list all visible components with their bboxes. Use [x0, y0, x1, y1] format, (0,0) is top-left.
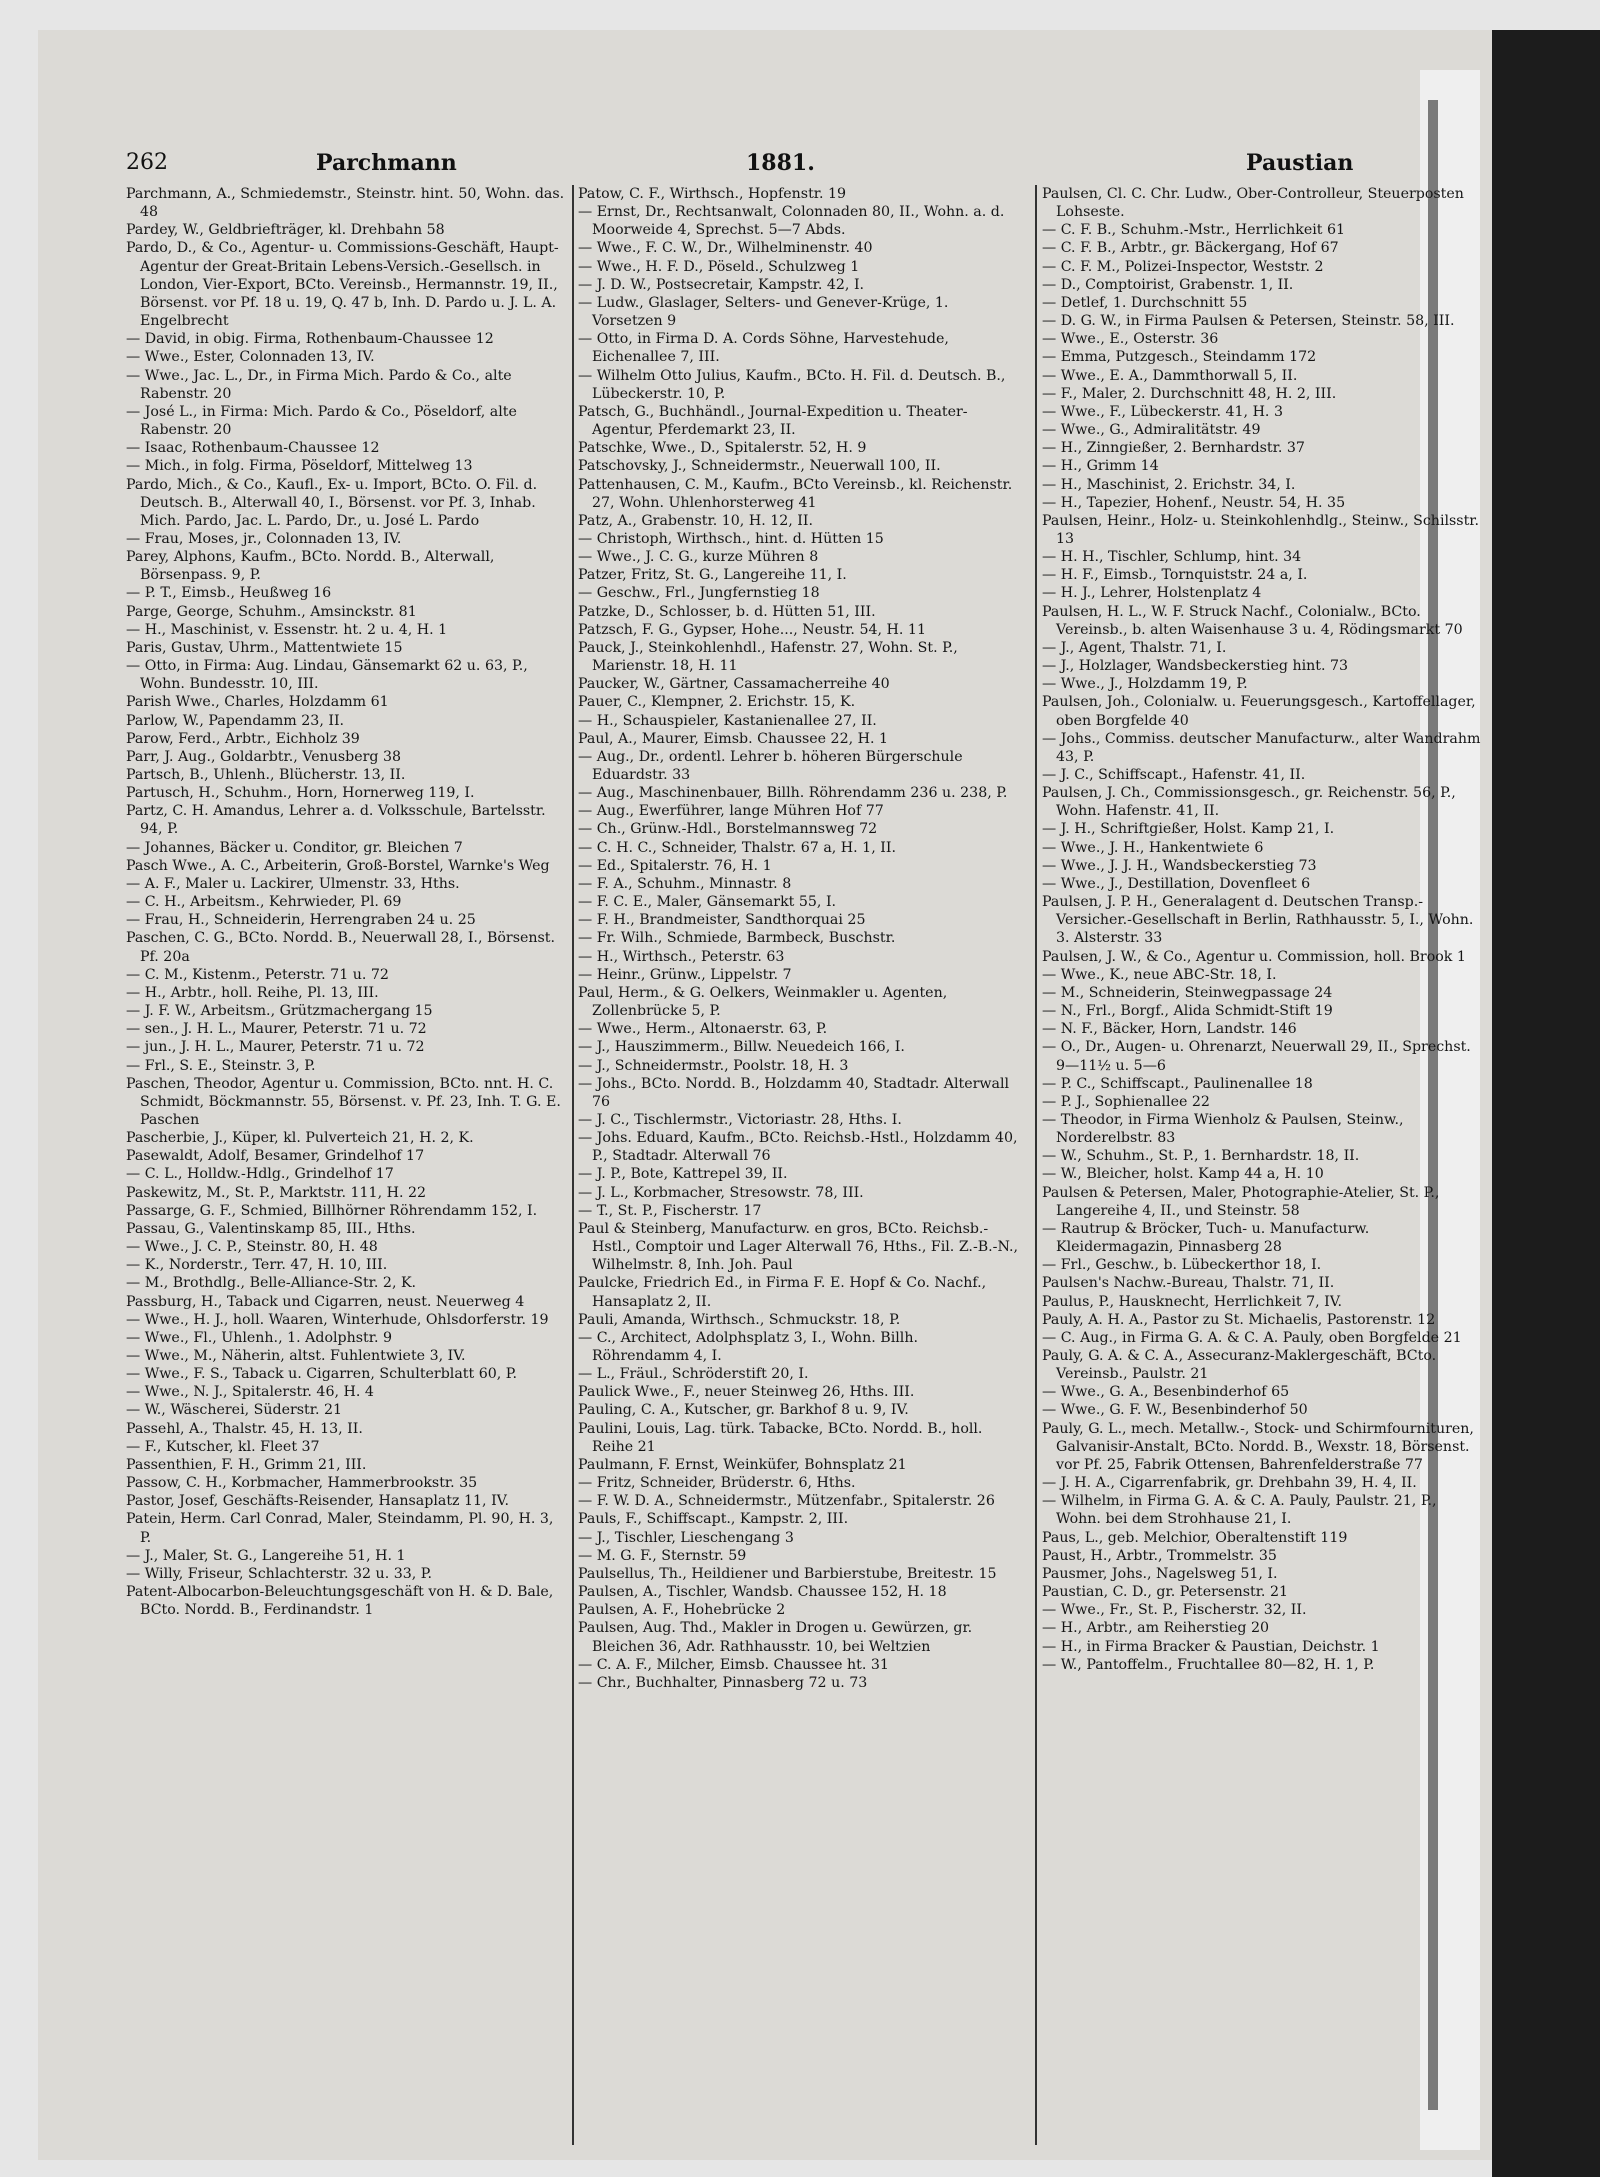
directory-entry: — F. C. E., Maler, Gänsemarkt 55, I.	[578, 894, 837, 911]
directory-entry: — M., Schneiderin, Steinwegpassage 24	[1042, 984, 1333, 1001]
directory-entry: Paul, A., Maurer, Eimsb. Chaussee 22, H. 1	[578, 730, 889, 747]
directory-entry: Patschovsky, J., Schneidermstr., Neuerwall 100, II.	[578, 458, 941, 475]
directory-entry: Paskewitz, M., St. P., Marktstr. 111, H. 22	[126, 1184, 427, 1201]
directory-entry: Passburg, H., Taback und Cigarren, neust. Neuerweg 4	[126, 1293, 525, 1310]
directory-entry: — Wilhelm, in Firma G. A. & C. A. Pauly, Paulstr. 21, P., Wohn. bei dem Strohhause 21, I.	[1042, 1493, 1437, 1528]
directory-entry: — C. F. M., Polizei-Inspector, Weststr. 2	[1042, 258, 1324, 275]
directory-entry: — J. P., Bote, Kattrepel 39, II.	[578, 1166, 788, 1183]
directory-entry: — Frau, H., Schneiderin, Herrengraben 24 u. 25	[126, 912, 476, 929]
directory-entry: — Fr. Wilh., Schmiede, Barmbeck, Buschstr.	[578, 930, 896, 947]
directory-column-2	[578, 185, 1018, 1692]
directory-entry: Pausmer, Johs., Nagelsweg 51, I.	[1042, 1565, 1278, 1582]
directory-entry: — P. C., Schiffscapt., Paulinenallee 18	[1042, 1075, 1313, 1092]
directory-entry: — C., Architect, Adolphsplatz 3, I., Wohn. Billh. Röhrendamm 4, I.	[578, 1329, 918, 1364]
directory-entry: — Isaac, Rothenbaum-Chaussee 12	[126, 440, 380, 457]
directory-entry: — Detlef, 1. Durchschnitt 55	[1042, 294, 1248, 311]
directory-entry: Pardo, Mich., & Co., Kaufl., Ex- u. Import, BCto. O. Fil. d. Deutsch. B., Alterwall 40, I., Börsenst. vor Pf. 3, Inhab. Mich. Pardo, Jac. L. Pardo, Dr., u. José L. Pardo	[126, 476, 538, 529]
directory-entry: — J. D. W., Postsecretair, Kampstr. 42, I.	[578, 276, 865, 293]
directory-entry: Patz, A., Grabenstr. 10, H. 12, II.	[578, 512, 814, 529]
directory-entry: — H., Zinngießer, 2. Bernhardstr. 37	[1042, 440, 1305, 457]
directory-entry: — J. H. A., Cigarrenfabrik, gr. Drehbahn 39, H. 4, II.	[1042, 1475, 1417, 1492]
directory-entry: Paulsellus, Th., Heildiener und Barbierstube, Breitestr. 15	[578, 1565, 997, 1582]
directory-entry: Parish Wwe., Charles, Holzdamm 61	[126, 694, 389, 711]
directory-entry: — Frau, Moses, jr., Colonnaden 13, IV.	[126, 530, 402, 547]
directory-entry: Pascherbie, J., Küper, kl. Pulverteich 21, H. 2, K.	[126, 1130, 474, 1147]
directory-entry: — W., Schuhm., St. P., 1. Bernhardstr. 18, II.	[1042, 1148, 1360, 1165]
directory-entry: Parey, Alphons, Kaufm., BCto. Nordd. B., Alterwall, Börsenpass. 9, P.	[126, 549, 495, 584]
directory-entry: — C. F. B., Schuhm.-Mstr., Herrlichkeit 61	[1042, 222, 1346, 239]
directory-entry: Pauck, J., Steinkohlenhdl., Hafenstr. 27, Wohn. St. P., Marienstr. 18, H. 11	[578, 639, 958, 675]
directory-entry: — C. M., Kistenm., Peterstr. 71 u. 72	[126, 966, 389, 983]
directory-entry: — Otto, in Firma D. A. Cords Söhne, Harvestehude, Eichenallee 7, III.	[578, 331, 949, 366]
directory-entry: Paucker, W., Gärtner, Cassamacherreihe 40	[578, 676, 890, 693]
directory-entry: Partz, C. H. Amandus, Lehrer a. d. Volksschule, Bartelsstr. 94, P.	[126, 803, 546, 838]
directory-entry: — Aug., Ewerführer, lange Mühren Hof 77	[578, 803, 884, 820]
directory-entry: — Frl., Geschw., b. Lübeckerthor 18, I.	[1042, 1257, 1322, 1274]
directory-entry: — H., Tapezier, Hohenf., Neustr. 54, H. 35	[1042, 494, 1346, 511]
directory-entry: Partsch, B., Uhlenh., Blücherstr. 13, II.	[126, 767, 406, 783]
directory-entry: — W., Wäscherei, Süderstr. 21	[126, 1402, 343, 1419]
directory-entry: — jun., J. H. L., Maurer, Peterstr. 71 u. 72	[126, 1039, 425, 1056]
directory-entry: Paust, H., Arbtr., Trommelstr. 35	[1042, 1547, 1277, 1564]
directory-entry: — H., Wirthsch., Peterstr. 63	[578, 948, 785, 965]
directory-entry: — Ch., Grünw.-Hdl., Borstelmannsweg 72	[578, 821, 878, 838]
directory-entry: — H., Arbtr., holl. Reihe, Pl. 13, III.	[126, 984, 379, 1001]
directory-entry: — J., Hauszimmerm., Billw. Neuedeich 166, I.	[578, 1039, 905, 1056]
directory-entry: — sen., J. H. L., Maurer, Peterstr. 71 u. 72	[126, 1021, 427, 1038]
directory-entry: — J., Schneidermstr., Poolstr. 18, H. 3	[578, 1057, 849, 1074]
directory-entry: Passow, C. H., Korbmacher, Hammerbrookstr. 35	[126, 1475, 478, 1492]
directory-entry: — A. F., Maler u. Lackirer, Ulmenstr. 33, Hths.	[126, 875, 460, 892]
directory-entry: — Wwe., J. C. P., Steinstr. 80, H. 48	[126, 1239, 378, 1256]
directory-entry: — H. H., Tischler, Schlump, hint. 34	[1042, 549, 1302, 566]
directory-entry: Pasch Wwe., A. C., Arbeiterin, Groß-Borstel, Warnke's Weg	[126, 857, 550, 874]
directory-entry: Paulsen, Joh., Colonialw. u. Feuerungsgesch., Kartoffellager, oben Borgfelde 40	[1042, 694, 1476, 729]
directory-entry: — Willy, Friseur, Schlachterstr. 32 u. 33, P.	[126, 1565, 432, 1582]
directory-entry: Parlow, W., Papendamm 23, II.	[126, 712, 345, 729]
directory-entry: — Wwe., J. C. G., kurze Mühren 8	[578, 549, 819, 566]
directory-entry: Paschen, Theodor, Agentur u. Commission, BCto. nnt. H. C. Schmidt, Böckmannstr. 55, Börsenst. v. Pf. 23, Inh. T. G. E. Paschen	[126, 1075, 561, 1128]
directory-entry: Paulsen & Petersen, Maler, Photographie-Atelier, St. P., Langereihe 4, II., und Steinstr. 58	[1042, 1184, 1440, 1219]
directory-entry: — J. H., Schriftgießer, Holst. Kamp 21, I.	[1042, 821, 1335, 838]
directory-entry: — Ed., Spitalerstr. 76, H. 1	[578, 857, 772, 874]
directory-entry: — F., Maler, 2. Durchschnitt 48, H. 2, III.	[1042, 385, 1337, 402]
directory-entry: — Christoph, Wirthsch., hint. d. Hütten 15	[578, 530, 884, 547]
directory-entry: — N. F., Bäcker, Horn, Landstr. 146	[1042, 1021, 1297, 1038]
directory-entry: Paulmann, F. Ernst, Weinküfer, Bohnsplatz 21	[578, 1456, 907, 1473]
directory-entry: — Wwe., M., Näherin, altst. Fuhlentwiete 3, IV.	[126, 1348, 466, 1364]
directory-entry: Passehl, A., Thalstr. 45, H. 13, II.	[126, 1420, 363, 1437]
directory-entry: — Wwe., H. J., holl. Waaren, Winterhude, Ohlsdorferstr. 19	[126, 1311, 549, 1328]
directory-entry: — C. H., Arbeitsm., Kehrwieder, Pl. 69	[126, 894, 402, 911]
directory-entry: — Wilhelm Otto Julius, Kaufm., BCto. H. Fil. d. Deutsch. B., Lübeckerstr. 10, P.	[578, 367, 1006, 402]
directory-entry: — José L., in Firma: Mich. Pardo & Co., Pöseldorf, alte Rabenstr. 20	[126, 403, 517, 439]
directory-entry: — Wwe., Jac. L., Dr., in Firma Mich. Pardo & Co., alte Rabenstr. 20	[126, 367, 512, 402]
directory-entry: — H., in Firma Bracker & Paustian, Deichstr. 1	[1042, 1638, 1380, 1655]
directory-entry: Pattenhausen, C. M., Kaufm., BCto Vereinsb., kl. Reichenstr. 27, Wohn. Uhlenhorsterweg 41	[578, 476, 1013, 511]
directory-entry: Paulus, P., Hausknecht, Herrlichkeit 7, IV.	[1042, 1293, 1343, 1310]
directory-entry: — J. F. W., Arbeitsm., Grützmachergang 15	[126, 1003, 433, 1020]
directory-entry: — Ludw., Glaslager, Selters- und Genever-Krüge, 1. Vorsetzen 9	[578, 294, 949, 330]
directory-entry: Patein, Herm. Carl Conrad, Maler, Steindamm, Pl. 90, H. 3, P.	[126, 1511, 554, 1546]
directory-entry: Parchmann, A., Schmiedemstr., Steinstr. hint. 50, Wohn. das. 48	[126, 186, 565, 221]
directory-entry: — Wwe., J. H., Hankentwiete 6	[1042, 839, 1264, 856]
directory-entry: — D., Comptoirist, Grabenstr. 1, II.	[1042, 276, 1294, 293]
directory-entry: Pauly, A. H. A., Pastor zu St. Michaelis, Pastorenstr. 12	[1042, 1311, 1436, 1328]
directory-entry: — F. A., Schuhm., Minnastr. 8	[578, 875, 792, 892]
directory-entry: Paul, Herm., & G. Oelkers, Weinmakler u. Agenten, Zollenbrücke 5, P.	[578, 984, 948, 1020]
page-number: 262	[126, 150, 168, 175]
directory-entry: — Rautrup & Bröcker, Tuch- u. Manufacturw. Kleidermagazin, Pinnasberg 28	[1042, 1220, 1370, 1256]
directory-entry: Paris, Gustav, Uhrm., Mattentwiete 15	[126, 639, 403, 656]
directory-entry: — C. L., Holldw.-Hdlg., Grindelhof 17	[126, 1166, 394, 1183]
directory-entry: — David, in obig. Firma, Rothenbaum-Chaussee 12	[126, 331, 494, 348]
directory-entry: — H. J., Lehrer, Holstenplatz 4	[1042, 585, 1262, 602]
directory-entry: Pauls, F., Schiffscapt., Kampstr. 2, III.	[578, 1511, 849, 1528]
directory-entry: — J., Holzlager, Wandsbeckerstieg hint. 73	[1042, 658, 1349, 675]
directory-entry: Parow, Ferd., Arbtr., Eichholz 39	[126, 730, 360, 747]
page-header	[126, 150, 1476, 180]
directory-entry: Pasewaldt, Adolf, Besamer, Grindelhof 17	[126, 1148, 425, 1165]
directory-entry: — C. H. C., Schneider, Thalstr. 67 a, H. 1, II.	[578, 839, 896, 856]
directory-entry: — J. L., Korbmacher, Stresowstr. 78, III.	[578, 1184, 864, 1201]
directory-entry: — J., Maler, St. G., Langereihe 51, H. 1	[126, 1547, 406, 1564]
directory-entry: — W., Bleicher, holst. Kamp 44 a, H. 10	[1042, 1166, 1324, 1183]
directory-entry: — Wwe., H. F. D., Pöseld., Schulzweg 1	[578, 258, 860, 275]
directory-entry: — C. F. B., Arbtr., gr. Bäckergang, Hof 67	[1042, 240, 1339, 257]
directory-entry: Pardey, W., Geldbriefträger, kl. Drehbahn 58	[126, 222, 445, 239]
directory-entry: — Wwe., G. F. W., Besenbinderhof 50	[1042, 1402, 1308, 1419]
directory-entry: — J. C., Tischlermstr., Victoriastr. 28, Hths. I.	[578, 1111, 902, 1128]
directory-entry: Paulsen, J. Ch., Commissionsgesch., gr. Reichenstr. 56, P., Wohn. Hafenstr. 41, II.	[1042, 785, 1456, 820]
directory-entry: — H., Grimm 14	[1042, 458, 1159, 475]
directory-entry: Patent-Albocarbon-Beleuchtungsgeschäft von H. & D. Bale, BCto. Nordd. B., Ferdinandstr. 1	[126, 1584, 554, 1619]
directory-entry: Passarge, G. F., Schmied, Billhörner Röhrendamm 152, I.	[126, 1202, 538, 1219]
directory-entry: — Fritz, Schneider, Brüderstr. 6, Hths.	[578, 1475, 856, 1492]
directory-entry: Paulcke, Friedrich Ed., in Firma F. E. Hopf & Co. Nachf., Hansaplatz 2, II.	[578, 1275, 987, 1310]
directory-entry: — Aug., Maschinenbauer, Billh. Röhrendamm 236 u. 238, P.	[578, 785, 1008, 802]
directory-entry: Patzsch, F. G., Gypser, Hohe..., Neustr. 54, H. 11	[578, 621, 926, 638]
directory-entry: — M., Brothdlg., Belle-Alliance-Str. 2, K.	[126, 1275, 417, 1292]
column-divider	[1035, 185, 1037, 2145]
directory-entry: — J., Tischler, Lieschengang 3	[578, 1529, 794, 1546]
directory-entry: — O., Dr., Augen- u. Ohrenarzt, Neuerwall 29, II., Sprechst. 9—11½ u. 5—6	[1042, 1039, 1471, 1074]
directory-entry: Patschke, Wwe., D., Spitalerstr. 52, H. 9	[578, 440, 867, 457]
directory-entry: — Wwe., Ester, Colonnaden 13, IV.	[126, 349, 375, 366]
directory-entry: — M. G. F., Sternstr. 59	[578, 1547, 747, 1564]
directory-entry: Paus, L., geb. Melchior, Oberaltenstift 119	[1042, 1529, 1348, 1546]
directory-entry: — Johs., BCto. Nordd. B., Holzdamm 40, Stadtadr. Alterwall 76	[578, 1075, 1010, 1110]
directory-entry: — Wwe., K., neue ABC-Str. 18, I.	[1042, 966, 1277, 983]
directory-entry: Paustian, C. D., gr. Petersenstr. 21	[1042, 1584, 1289, 1601]
directory-entry: Partusch, H., Schuhm., Horn, Hornerweg 119, I.	[126, 785, 475, 802]
right-keyword: Paustian	[1246, 150, 1354, 176]
directory-entry: — Wwe., Fr., St. P., Fischerstr. 32, II.	[1042, 1602, 1307, 1619]
directory-entry: — J., Agent, Thalstr. 71, I.	[1042, 639, 1227, 656]
directory-entry: — D. G. W., in Firma Paulsen & Petersen, Steinstr. 58, III.	[1042, 313, 1455, 330]
directory-entry: — P. J., Sophienallee 22	[1042, 1093, 1210, 1110]
directory-entry: Patzer, Fritz, St. G., Langereihe 11, I.	[578, 567, 847, 584]
directory-entry: — F. W. D. A., Schneidermstr., Mützenfabr., Spitalerstr. 26	[578, 1493, 995, 1510]
directory-entry: — N., Frl., Borgf., Alida Schmidt-Stift 19	[1042, 1003, 1333, 1020]
directory-entry: — C. A. F., Milcher, Eimsb. Chaussee ht. 31	[578, 1656, 889, 1673]
directory-entry: — H., Maschinist, 2. Erichstr. 34, I.	[1042, 476, 1296, 493]
directory-entry: Paulini, Louis, Lag. türk. Tabacke, BCto. Nordd. B., holl. Reihe 21	[578, 1420, 983, 1455]
directory-entry: — Wwe., F., Lübeckerstr. 41, H. 3	[1042, 403, 1283, 420]
directory-column-3	[1042, 185, 1482, 1674]
directory-entry: Passenthien, F. H., Grimm 21, III.	[126, 1456, 367, 1473]
directory-entry: — Theodor, in Firma Wienholz & Paulsen, Steinw., Norderelbstr. 83	[1042, 1111, 1404, 1147]
directory-entry: — J. C., Schiffscapt., Hafenstr. 41, II.	[1042, 767, 1306, 783]
directory-entry: — C. Aug., in Firma G. A. & C. A. Pauly, oben Borgfelde 21	[1042, 1329, 1462, 1346]
directory-entry: Parr, J. Aug., Goldarbtr., Venusberg 38	[126, 748, 402, 765]
directory-entry: Parge, George, Schuhm., Amsinckstr. 81	[126, 603, 417, 620]
directory-entry: Paulsen, Aug. Thd., Makler in Drogen u. Gewürzen, gr. Bleichen 36, Adr. Rathhausstr. 10, bei Weltzien	[578, 1620, 973, 1655]
directory-entry: Pauly, G. L., mech. Metallw.-, Stock- und Schirmfournituren, Galvanisir-Anstalt, BCto. Nordd. B., Wexstr. 18, Börsenst. vor Pf. 25, Fabrik Ottensen, Bahrenfelderstraße 77	[1042, 1420, 1474, 1473]
directory-entry: — Otto, in Firma: Aug. Lindau, Gänsemarkt 62 u. 63, P., Wohn. Bundesstr. 10, III.	[126, 658, 528, 693]
directory-entry: — Johs. Eduard, Kaufm., BCto. Reichsb.-Hstl., Holzdamm 40, P., Stadtadr. Alterwall 76	[578, 1130, 1018, 1165]
directory-entry: — Mich., in folg. Firma, Pöseldorf, Mittelweg 13	[126, 458, 473, 475]
directory-entry: Paulsen, A. F., Hohebrücke 2	[578, 1602, 786, 1619]
directory-entry: — K., Norderstr., Terr. 47, H. 10, III.	[126, 1257, 388, 1274]
directory-entry: Pardo, D., & Co., Agentur- u. Commissions-Geschäft, Haupt-Agentur der Great-Britain Lebens-Versich.-Gesellsch. in London, Vier-Export, BCto. Vereinsb., Hermannstr. 19, II., Börsenst. vor Pf. 18 u. 19, Q. 47 b, Inh. D. Pardo u. J. L. A. Engelbrecht	[126, 240, 559, 330]
directory-entry: Paulsen, J. P. H., Generalagent d. Deutschen Transp.-Versicher.-Gesellschaft in Berlin, Rathhausstr. 5, I., Wohn. 3. Alsterstr. 33	[1042, 894, 1474, 947]
directory-entry: Patsch, G., Buchhändl., Journal-Expedition u. Theater-Agentur, Pferdemarkt 23, II.	[578, 403, 968, 439]
directory-entry: — H., Schauspieler, Kastanienallee 27, II.	[578, 712, 877, 729]
directory-entry: — Wwe., F. C. W., Dr., Wilhelminenstr. 40	[578, 240, 873, 257]
directory-column-1	[126, 185, 566, 1619]
directory-entry: Paulsen, A., Tischler, Wandsb. Chaussee 152, H. 18	[578, 1584, 947, 1601]
directory-entry: — T., St. P., Fischerstr. 17	[578, 1202, 762, 1219]
directory-entry: — Wwe., N. J., Spitalerstr. 46, H. 4	[126, 1384, 374, 1401]
directory-entry: — Johs., Commiss. deutscher Manufacturw., alter Wandrahm 43, P.	[1042, 730, 1481, 765]
directory-entry: — Chr., Buchhalter, Pinnasberg 72 u. 73	[578, 1674, 868, 1691]
directory-entry: — Wwe., E. A., Dammthorwall 5, II.	[1042, 367, 1298, 384]
directory-entry: Pauli, Amanda, Wirthsch., Schmuckstr. 18, P.	[578, 1311, 901, 1328]
directory-entry: Patzke, D., Schlosser, b. d. Hütten 51, III.	[578, 603, 876, 620]
left-keyword: Parchmann	[316, 150, 457, 176]
directory-entry: Paul & Steinberg, Manufacturw. en gros, BCto. Reichsb.-Hstl., Comptoir und Lager Alterwall 76, Hths., Fil. Z.-B.-N., Wilhelmstr. 8, Inh. Joh. Paul	[578, 1220, 1018, 1274]
directory-entry: — Ernst, Dr., Rechtsanwalt, Colonnaden 80, II., Wohn. a. d. Moorweide 4, Sprechst. 5—7 Abds.	[578, 204, 1005, 239]
directory-entry: — H., Arbtr., am Reiherstieg 20	[1042, 1620, 1270, 1637]
directory-entry: Paulsen, Heinr., Holz- u. Steinkohlenhdlg., Steinw., Schilsstr. 13	[1042, 512, 1480, 547]
column-divider	[572, 185, 574, 2145]
directory-entry: Passau, G., Valentinskamp 85, III., Hths.	[126, 1220, 416, 1237]
directory-entry: Paschen, C. G., BCto. Nordd. B., Neuerwall 28, I., Börsenst. Pf. 20a	[126, 930, 556, 965]
directory-entry: — Wwe., Fl., Uhlenh., 1. Adolphstr. 9	[126, 1329, 393, 1346]
directory-entry: — Wwe., J., Holzdamm 19, P.	[1042, 676, 1248, 693]
directory-entry: Paulsen's Nachw.-Bureau, Thalstr. 71, II.	[1042, 1275, 1335, 1292]
directory-entry: — Wwe., F. S., Taback u. Cigarren, Schulterblatt 60, P.	[126, 1366, 517, 1383]
directory-entry: — Frl., S. E., Steinstr. 3, P.	[126, 1057, 316, 1074]
directory-entry: Pastor, Josef, Geschäfts-Reisender, Hansaplatz 11, IV.	[126, 1493, 509, 1510]
directory-entry: — Wwe., G., Admiralitätstr. 49	[1042, 422, 1261, 439]
year-heading: 1881.	[746, 150, 815, 176]
directory-entry: — P. T., Eimsb., Heußweg 16	[126, 585, 332, 602]
directory-entry: Patow, C. F., Wirthsch., Hopfenstr. 19	[578, 186, 847, 202]
directory-entry: — F., Kutscher, kl. Fleet 37	[126, 1438, 320, 1455]
directory-entry: — Geschw., Frl., Jungfernstieg 18	[578, 585, 820, 602]
directory-entry: Paulick Wwe., F., neuer Steinweg 26, Hths. III.	[578, 1384, 915, 1401]
directory-entry: — Wwe., J., Destillation, Dovenfleet 6	[1042, 875, 1311, 892]
directory-entry: Pauly, G. A. & C. A., Assecuranz-Maklergeschäft, BCto. Vereinsb., Paulstr. 21	[1042, 1348, 1437, 1383]
directory-entry: — Wwe., J. J. H., Wandsbeckerstieg 73	[1042, 857, 1317, 874]
directory-entry: Pauer, C., Klempner, 2. Erichstr. 15, K.	[578, 694, 856, 711]
directory-entry: — H. F., Eimsb., Tornquiststr. 24 a, I.	[1042, 567, 1308, 584]
directory-entry: Pauling, C. A., Kutscher, gr. Barkhof 8 u. 9, IV.	[578, 1402, 909, 1419]
directory-entry: Paulsen, J. W., & Co., Agentur u. Commission, holl. Brook 1	[1042, 948, 1466, 965]
directory-entry: — Heinr., Grünw., Lippelstr. 7	[578, 966, 792, 983]
directory-entry: — Wwe., Herm., Altonaerstr. 63, P.	[578, 1021, 828, 1038]
directory-entry: — Aug., Dr., ordentl. Lehrer b. höheren Bürgerschule Eduardstr. 33	[578, 748, 963, 783]
directory-entry: — Johannes, Bäcker u. Conditor, gr. Bleichen 7	[126, 839, 463, 856]
directory-entry: — Emma, Putzgesch., Steindamm 172	[1042, 349, 1317, 366]
directory-entry: — F. H., Brandmeister, Sandthorquai 25	[578, 912, 866, 929]
directory-entry: Paulsen, Cl. C. Chr. Ludw., Ober-Controlleur, Steuerposten Lohseste.	[1042, 186, 1464, 221]
directory-entry: — H., Maschinist, v. Essenstr. ht. 2 u. 4, H. 1	[126, 621, 448, 638]
directory-entry: — L., Fräul., Schröderstift 20, I.	[578, 1366, 809, 1383]
scan-border	[1492, 30, 1600, 2177]
directory-entry: Paulsen, H. L., W. F. Struck Nachf., Colonialw., BCto. Vereinsb., b. alten Waisenhause 3 u. 4, Rödingsmarkt 70	[1042, 603, 1463, 638]
directory-entry: — Wwe., E., Osterstr. 36	[1042, 331, 1219, 348]
directory-entry: — W., Pantoffelm., Fruchtallee 80—82, H. 1, P.	[1042, 1656, 1375, 1673]
directory-entry: — Wwe., G. A., Besenbinderhof 65	[1042, 1384, 1290, 1401]
